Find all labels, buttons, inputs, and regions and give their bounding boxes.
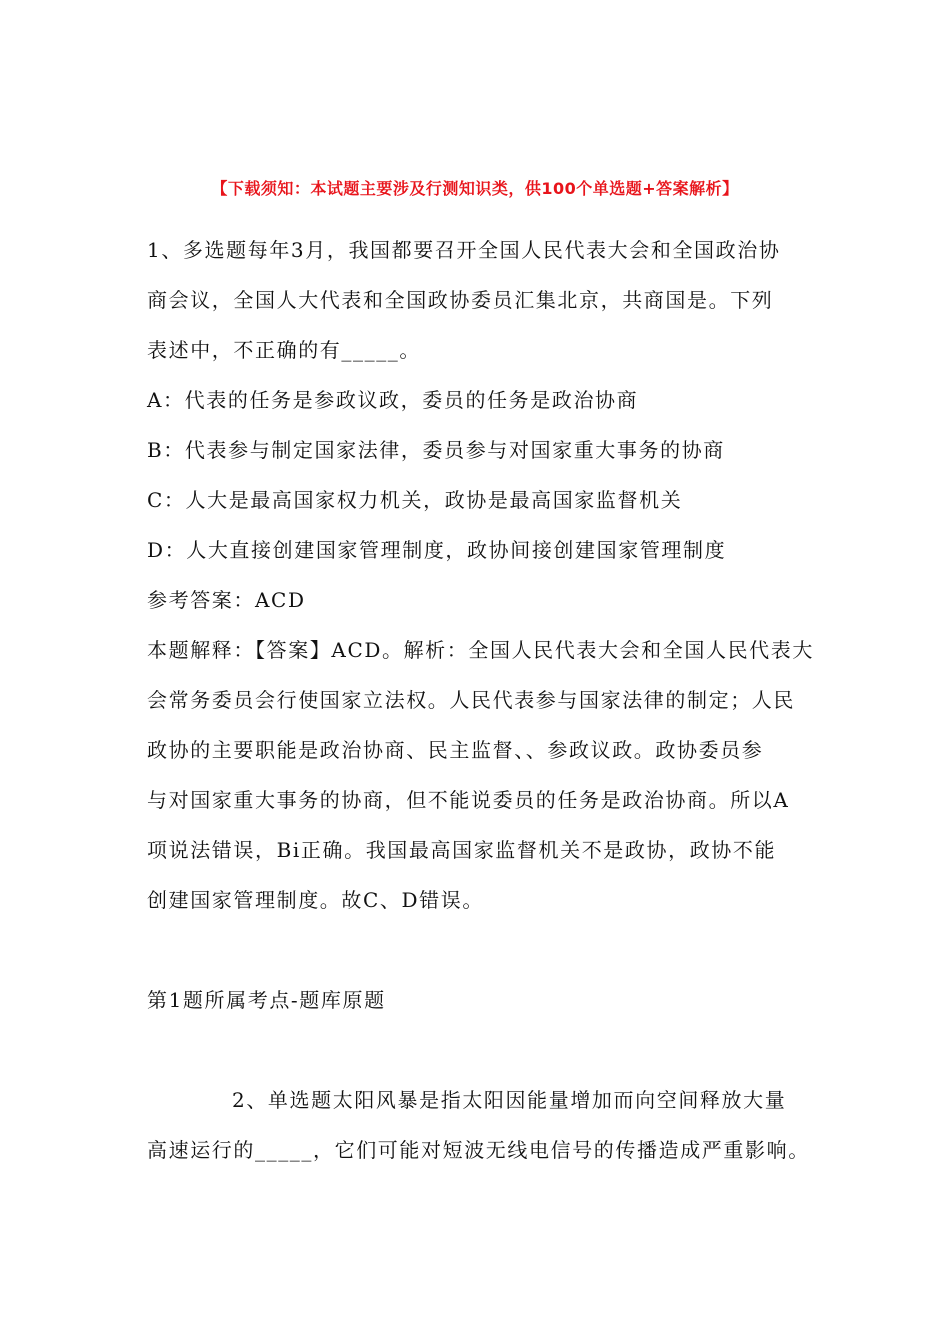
question1-topic: 第1题所属考点-题库原题: [147, 988, 386, 1012]
question1-stem-line-2: 商会议，全国人大代表和全国政协委员汇集北京，共商国是。下列: [147, 288, 774, 312]
question2-stem-line-2: 高速运行的_____，它们可能对短波无线电信号的传播造成严重影响。: [147, 1138, 810, 1162]
explanation-line-6: 创建国家管理制度。故C、D错误。: [147, 888, 484, 912]
explanation-line-4: 与对国家重大事务的协商，但不能说委员的任务是政治协商。所以A: [147, 788, 790, 812]
option-b: B：代表参与制定国家法律，委员参与对国家重大事务的协商: [147, 438, 725, 462]
option-d: D：人大直接创建国家管理制度，政协间接创建国家管理制度: [147, 538, 727, 562]
reference-answer: 参考答案：ACD: [147, 588, 306, 612]
question1-stem-line-3: 表述中，不正确的有_____。: [147, 338, 421, 362]
option-c: C：人大是最高国家权力机关，政协是最高国家监督机关: [147, 488, 683, 512]
explanation-line-1: 本题解释：【答案】ACD。解析：全国人民代表大会和全国人民代表大: [147, 638, 814, 662]
option-a: A：代表的任务是参政议政，委员的任务是政治协商: [147, 388, 639, 412]
explanation-line-5: 项说法错误，Bi正确。我国最高国家监督机关不是政协，政协不能: [147, 838, 777, 862]
download-notice: 【下载须知：本试题主要涉及行测知识类，供100个单选题+答案解析】: [211, 179, 739, 198]
question1-stem-line-1: 1、多选题每年3月，我国都要召开全国人民代表大会和全国政治协: [147, 238, 781, 262]
question2-stem-line-1: 2、单选题太阳风暴是指太阳因能量增加而向空间释放大量: [232, 1088, 787, 1112]
explanation-line-2: 会常务委员会行使国家立法权。人民代表参与国家法律的制定；人民: [147, 688, 795, 712]
explanation-line-3: 政协的主要职能是政治协商、民主监督、、参政议政。政协委员参: [147, 738, 764, 762]
